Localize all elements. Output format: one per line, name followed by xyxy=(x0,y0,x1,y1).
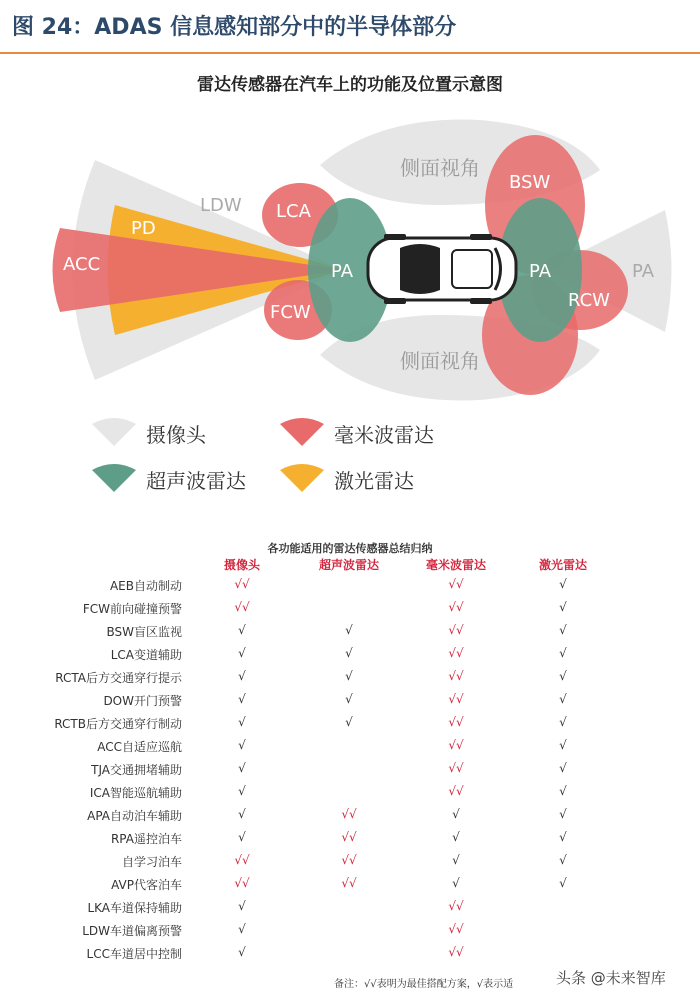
table-row xyxy=(0,577,700,600)
cell-camera: √ xyxy=(238,669,246,683)
cell-ultrasonic: √ xyxy=(345,646,353,660)
cell-ultrasonic: √ xyxy=(345,692,353,706)
cell-camera: √√ xyxy=(234,577,250,591)
cell-camera: √ xyxy=(238,899,246,913)
cell-mmwave: √√ xyxy=(448,669,464,683)
row-label: LCA变道辅助 xyxy=(110,648,182,662)
cell-ultrasonic: √ xyxy=(345,669,353,683)
figure-title: 图 24：ADAS 信息感知部分中的半导体部分 xyxy=(0,0,700,54)
table-row xyxy=(0,600,700,623)
table-row xyxy=(0,807,700,830)
row-label: RCTA后方交通穿行提示 xyxy=(55,671,182,685)
cell-lidar: √ xyxy=(559,646,567,660)
zone-label-rcw: RCW xyxy=(568,290,610,311)
zone-label-bsw: BSW xyxy=(509,172,551,193)
cell-camera: √√ xyxy=(234,876,250,890)
row-label: AVP代客泊车 xyxy=(111,878,182,892)
cell-lidar: √ xyxy=(559,853,567,867)
row-label: LDW车道偏离预警 xyxy=(82,924,182,938)
legend-label-lidar: 激光雷达 xyxy=(334,468,414,493)
cell-lidar: √ xyxy=(559,830,567,844)
table-row xyxy=(0,761,700,784)
legend xyxy=(0,418,700,508)
row-label: LCC车道居中控制 xyxy=(86,947,182,961)
legend-item-camera xyxy=(92,418,206,448)
cell-camera: √ xyxy=(238,761,246,775)
cell-lidar: √ xyxy=(559,715,567,729)
zone-label-pa-front: PA xyxy=(331,261,354,282)
row-label: LKA车道保持辅助 xyxy=(87,901,182,915)
cell-lidar: √ xyxy=(559,577,567,591)
legend-swatch-mmwave xyxy=(280,418,324,448)
legend-item-lidar xyxy=(280,464,414,494)
car-icon xyxy=(368,234,516,304)
row-label: RCTB后方交通穿行制动 xyxy=(54,717,182,731)
row-label: AEB自动制动 xyxy=(109,579,182,593)
table-row xyxy=(0,623,700,646)
table-row xyxy=(0,784,700,807)
cell-ultrasonic: √√ xyxy=(341,876,357,890)
summary-title: 各功能适用的雷达传感器总结归纳 xyxy=(267,542,433,555)
zone-label-pa-rear: PA xyxy=(529,261,552,282)
cell-camera: √ xyxy=(238,945,246,959)
row-label: 自学习泊车 xyxy=(121,855,182,869)
cell-mmwave: √√ xyxy=(448,784,464,798)
row-label: ICA智能巡航辅助 xyxy=(89,786,182,800)
cell-mmwave: √√ xyxy=(448,899,464,913)
cell-mmwave: √√ xyxy=(448,600,464,614)
cell-mmwave: √√ xyxy=(448,761,464,775)
cell-mmwave: √ xyxy=(452,830,460,844)
cell-ultrasonic: √ xyxy=(345,623,353,637)
cell-lidar: √ xyxy=(559,784,567,798)
table-row xyxy=(0,853,700,876)
table-row xyxy=(0,669,700,692)
table-row xyxy=(0,945,700,968)
cell-ultrasonic: √√ xyxy=(341,807,357,821)
table-row xyxy=(0,738,700,761)
row-label: TJA交通拥堵辅助 xyxy=(91,763,182,777)
table-row xyxy=(0,899,700,922)
cell-lidar: √ xyxy=(559,761,567,775)
legend-swatch-lidar xyxy=(280,464,324,494)
zone-label-pd: PD xyxy=(131,218,156,239)
cell-camera: √ xyxy=(238,784,246,798)
cell-mmwave: √√ xyxy=(448,715,464,729)
cell-mmwave: √√ xyxy=(448,623,464,637)
column-header-camera: 摄像头 xyxy=(223,558,261,572)
cell-mmwave: √√ xyxy=(448,945,464,959)
zone-label-ldw: LDW xyxy=(200,195,242,216)
table-row xyxy=(0,830,700,853)
cell-lidar: √ xyxy=(559,600,567,614)
legend-label-ultrasonic: 超声波雷达 xyxy=(146,468,246,493)
diagram-title: 雷达传感器在汽车上的功能及位置示意图 xyxy=(197,75,503,95)
cell-camera: √ xyxy=(238,623,246,637)
legend-swatch-camera xyxy=(92,418,136,448)
column-header-mmwave: 毫米波雷达 xyxy=(425,558,487,572)
row-label: APA自动泊车辅助 xyxy=(87,809,182,823)
row-label: DOW开门预警 xyxy=(103,694,182,708)
row-label: ACC自适应巡航 xyxy=(97,740,182,754)
cell-mmwave: √√ xyxy=(448,738,464,752)
footnote: 备注：√√表明为最佳搭配方案，√表示适 xyxy=(334,979,514,990)
row-label: BSW盲区监视 xyxy=(106,625,182,639)
cell-ultrasonic: √ xyxy=(345,715,353,729)
legend-swatch-ultrasonic xyxy=(92,464,136,494)
legend-item-mmwave xyxy=(280,418,434,448)
zone-label-side-view-bottom: 侧面视角 xyxy=(400,349,480,373)
row-label: FCW前向碰撞预警 xyxy=(82,602,182,616)
cell-lidar: √ xyxy=(559,807,567,821)
zone-label-pa-far: PA xyxy=(632,261,655,282)
cell-mmwave: √√ xyxy=(448,922,464,936)
table-row xyxy=(0,715,700,738)
cell-camera: √ xyxy=(238,922,246,936)
zone-label-acc: ACC xyxy=(63,254,101,275)
cell-mmwave: √ xyxy=(452,876,460,890)
cell-mmwave: √ xyxy=(452,807,460,821)
cell-lidar: √ xyxy=(559,692,567,706)
legend-item-ultrasonic xyxy=(92,464,246,494)
table-row xyxy=(0,646,700,669)
watermark: 头条 @未来智库 xyxy=(556,969,666,987)
legend-label-mmwave: 毫米波雷达 xyxy=(334,422,434,447)
zone-label-side-view-top: 侧面视角 xyxy=(400,156,480,180)
column-header-lidar: 激光雷达 xyxy=(538,558,588,572)
cell-camera: √√ xyxy=(234,853,250,867)
cell-lidar: √ xyxy=(559,623,567,637)
cell-camera: √ xyxy=(238,715,246,729)
cell-camera: √ xyxy=(238,738,246,752)
cell-camera: √ xyxy=(238,692,246,706)
zone-label-fcw: FCW xyxy=(270,302,311,323)
cell-camera: √√ xyxy=(234,600,250,614)
column-header-ultrasonic: 超声波雷达 xyxy=(318,558,380,572)
row-label: RPA遥控泊车 xyxy=(110,832,182,846)
table-row xyxy=(0,876,700,899)
legend-label-camera: 摄像头 xyxy=(146,422,206,447)
cell-camera: √ xyxy=(238,830,246,844)
table-row xyxy=(0,922,700,945)
cell-ultrasonic: √√ xyxy=(341,830,357,844)
cell-camera: √ xyxy=(238,646,246,660)
cell-lidar: √ xyxy=(559,669,567,683)
radar-coverage-diagram xyxy=(0,110,700,410)
cell-lidar: √ xyxy=(559,876,567,890)
zone-label-lca: LCA xyxy=(276,201,311,222)
table-row xyxy=(0,692,700,715)
cell-mmwave: √√ xyxy=(448,646,464,660)
cell-mmwave: √ xyxy=(452,853,460,867)
cell-mmwave: √√ xyxy=(448,692,464,706)
cell-lidar: √ xyxy=(559,738,567,752)
cell-camera: √ xyxy=(238,807,246,821)
cell-ultrasonic: √√ xyxy=(341,853,357,867)
cell-mmwave: √√ xyxy=(448,577,464,591)
